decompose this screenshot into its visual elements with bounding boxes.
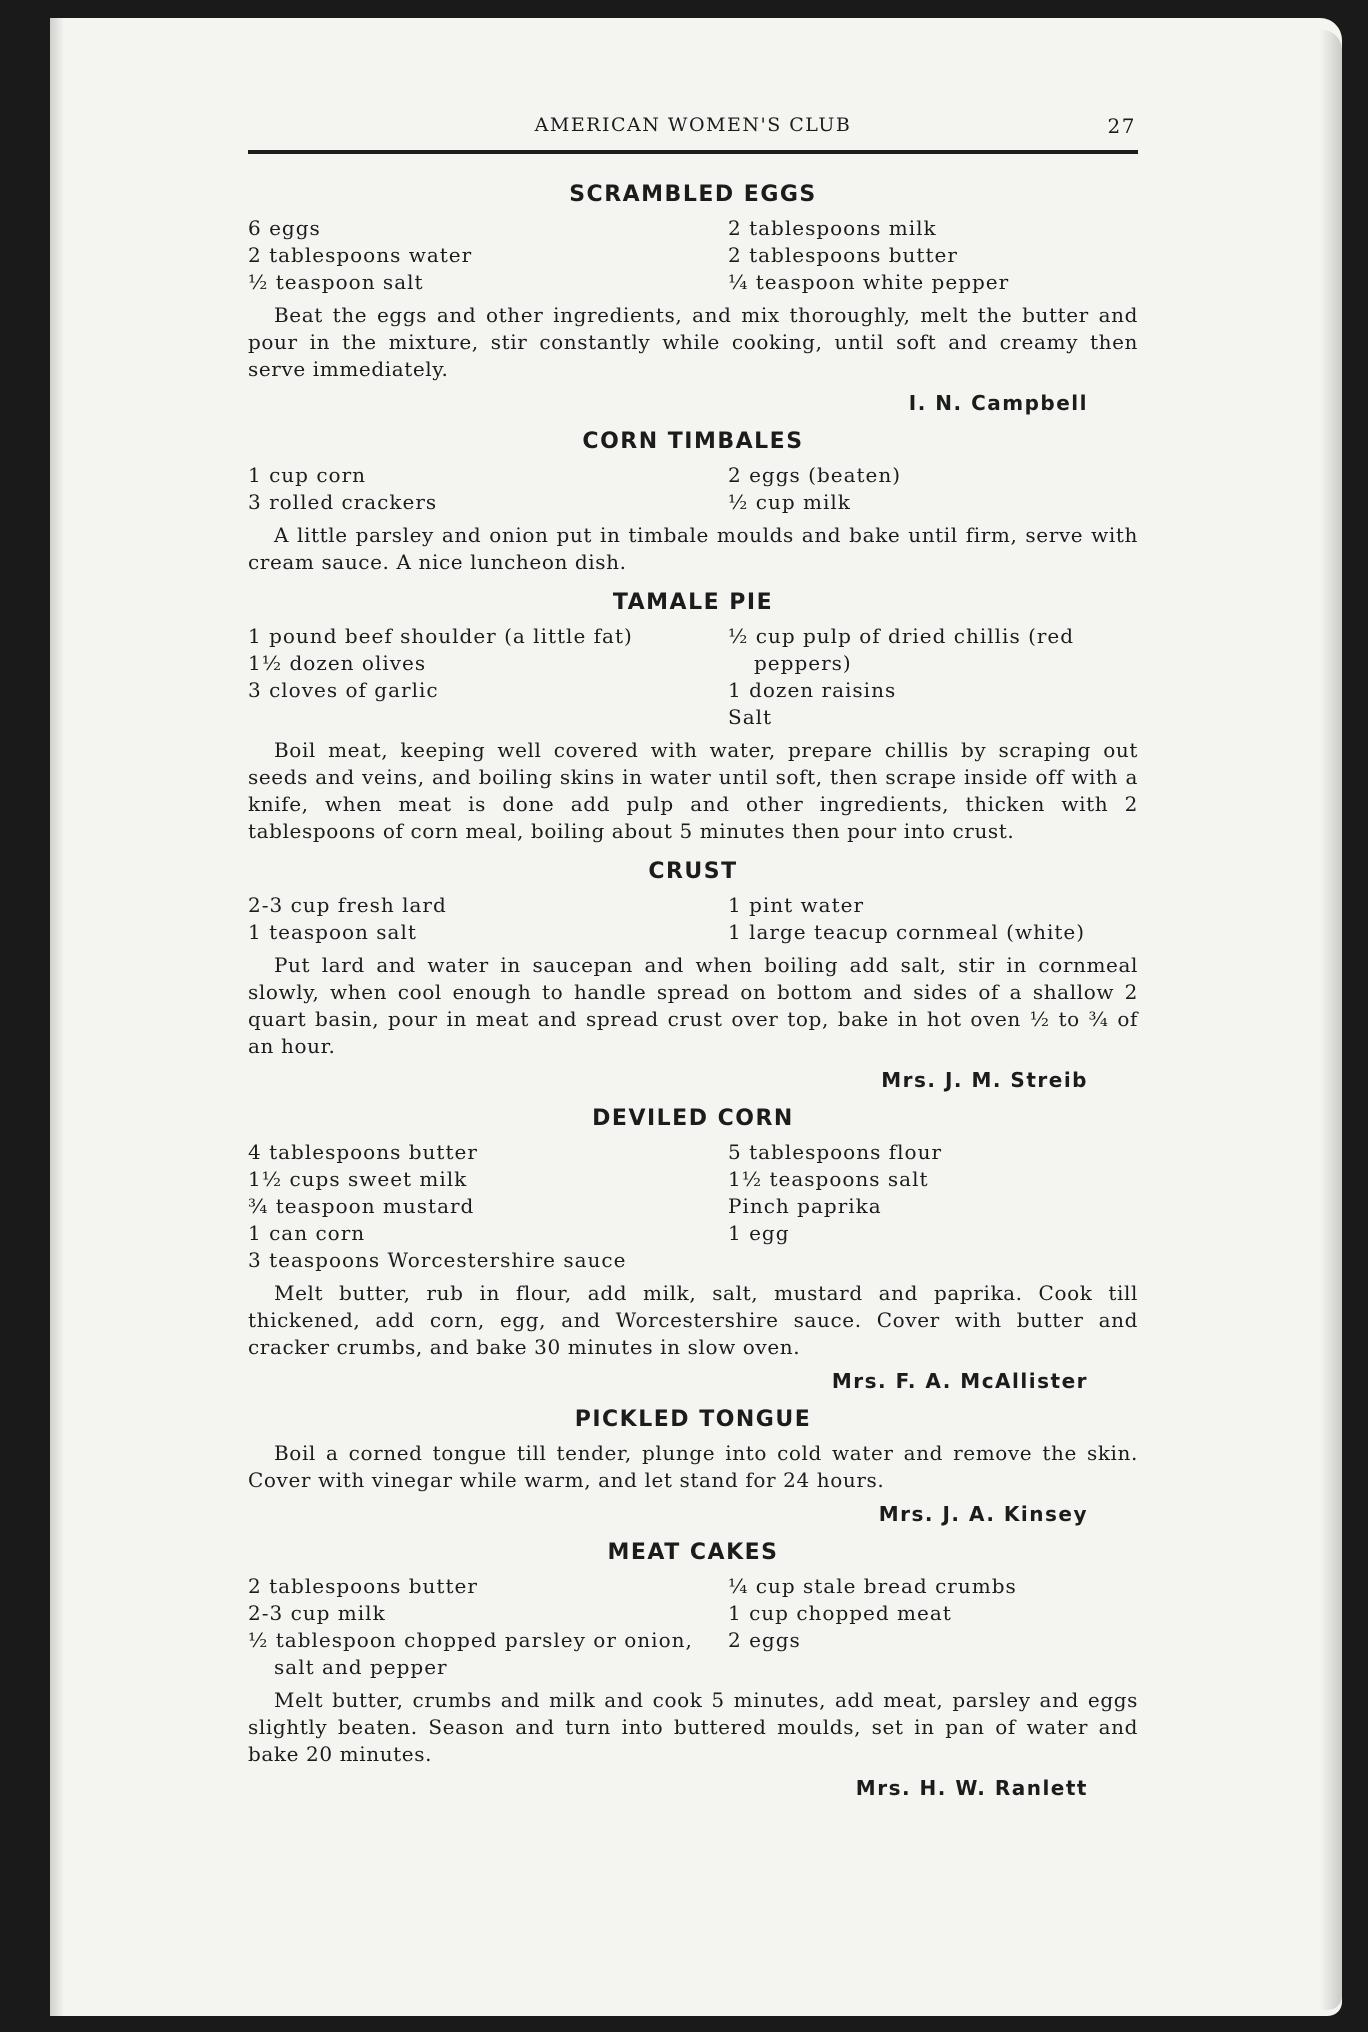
ingredient: 5 tablespoons flour [728, 1140, 943, 1164]
header-rule [248, 150, 1138, 154]
ingredient-list [248, 1573, 1138, 1681]
page-edge [1320, 30, 1342, 2010]
ingredient: ¼ cup stale bread crumbs [728, 1574, 1017, 1598]
ingredient-list [248, 623, 1138, 731]
recipe-author: Mrs. J. A. Kinsey [878, 1502, 1088, 1526]
ingredient-column-left [248, 623, 728, 731]
page-content [248, 110, 1138, 1800]
recipe-instructions: Boil meat, keeping well covered with water, prepare chillis by scraping out seeds and veins, and boiling skins in water until soft, then scrape inside off with a knife, when meat is done add pulp and other ingredients, thicken with 2 tablespoons of corn meal, boiling about 5 minutes then pour into crust. [248, 738, 1138, 843]
ingredient: 1 egg [728, 1221, 790, 1245]
recipe-instructions: Melt butter, crumbs and milk and cook 5 minutes, add meat, parsley and eggs slightly beaten. Season and turn into buttered moulds, set in pan of water and bake 20 minutes. [248, 1688, 1138, 1766]
ingredient: 1 cup chopped meat [728, 1601, 952, 1625]
ingredient: 6 eggs [248, 216, 321, 240]
recipe-title: DEVILED CORN [592, 1106, 794, 1131]
ingredient-list [248, 215, 1138, 296]
ingredient-list [248, 892, 1138, 946]
ingredient: 1 dozen raisins [728, 678, 897, 702]
ingredient: 2-3 cup milk [248, 1601, 386, 1625]
recipe [248, 590, 1138, 845]
ingredient: 2 tablespoons butter [248, 1574, 478, 1598]
page-gutter [50, 18, 64, 2016]
ingredient: 2 tablespoons water [248, 243, 473, 267]
recipe [248, 182, 1138, 415]
ingredient: ¼ teaspoon white pepper [728, 270, 1010, 294]
recipe-list [248, 182, 1138, 1800]
ingredient: 1½ dozen olives [248, 651, 427, 675]
ingredient: 1½ cups sweet milk [248, 1167, 468, 1191]
recipe-author: Mrs. F. A. McAllister [831, 1369, 1088, 1393]
ingredient: Salt [728, 705, 773, 729]
recipe [248, 1540, 1138, 1800]
running-header-title: AMERICAN WOMEN'S CLUB [534, 114, 852, 136]
ingredient: 1 cup corn [248, 463, 367, 487]
ingredient: 1 can corn [248, 1221, 366, 1245]
recipe [248, 429, 1138, 576]
recipe-author: Mrs. H. W. Ranlett [855, 1776, 1088, 1800]
recipe-title: SCRAMBLED EGGS [569, 182, 817, 207]
ingredient-column-right [728, 892, 1138, 946]
ingredient-column-right [728, 215, 1138, 296]
ingredient: 2 eggs [728, 1628, 801, 1652]
recipe-title: MEAT CAKES [607, 1540, 779, 1565]
ingredient: 3 cloves of garlic [248, 678, 439, 702]
recipe-title: PICKLED TONGUE [574, 1407, 812, 1432]
running-header [248, 110, 1138, 146]
recipe-instructions: Melt butter, rub in flour, add milk, salt, mustard and paprika. Cook till thickened, add corn, egg, and Worcestershire sauce. Cover with butter and cracker crumbs, and bake 30 minutes in slow oven. [248, 1281, 1138, 1359]
ingredient-column-right [728, 623, 1138, 731]
ingredient-column-left [248, 215, 728, 296]
ingredient: 1 pound beef shoulder (a little fat) [248, 624, 633, 648]
ingredient-list [248, 1139, 1138, 1274]
ingredient-column-right [728, 462, 1138, 516]
recipe-instructions: Put lard and water in saucepan and when boiling add salt, stir in cornmeal slowly, when cool enough to handle spread on bottom and sides of a shallow 2 quart basin, pour in meat and spread crust over top, bake in hot oven ½ to ¾ of an hour. [248, 953, 1138, 1058]
ingredient: ½ cup milk [728, 490, 851, 514]
ingredient: 4 tablespoons butter [248, 1140, 478, 1164]
ingredient-column-right [728, 1573, 1138, 1681]
recipe [248, 859, 1138, 1092]
recipe-title: TAMALE PIE [612, 590, 774, 615]
recipe-instructions: A little parsley and onion put in timbale moulds and bake until firm, serve with cream sauce. A nice luncheon dish. [248, 523, 1138, 574]
ingredient: 3 rolled crackers [248, 490, 438, 514]
ingredient: 2 eggs (beaten) [728, 463, 902, 487]
recipe-title: CORN TIMBALES [582, 429, 804, 454]
ingredient-column-left [248, 1573, 728, 1681]
ingredient: 1 teaspoon salt [248, 920, 417, 944]
ingredient-list [248, 462, 1138, 516]
recipe [248, 1407, 1138, 1526]
page-number: 27 [1107, 114, 1136, 138]
ingredient: 1 pint water [728, 893, 865, 917]
recipe-author: I. N. Campbell [908, 391, 1088, 415]
ingredient: Pinch paprika [728, 1194, 882, 1218]
ingredient-column-left [248, 892, 728, 946]
ingredient: ½ tablespoon chopped parsley or onion, salt and pepper [248, 1628, 693, 1679]
recipe-instructions: Beat the eggs and other ingredients, and mix thoroughly, melt the butter and pour in the mixture, stir constantly while cooking, until soft and creamy then serve immediately. [248, 303, 1138, 381]
ingredient: ¾ teaspoon mustard [248, 1194, 475, 1218]
recipe-title: CRUST [648, 859, 738, 884]
ingredient: 1½ teaspoons salt [728, 1167, 929, 1191]
ingredient: ½ teaspoon salt [248, 270, 424, 294]
ingredient: 2-3 cup fresh lard [248, 893, 447, 917]
ingredient-column-right [728, 1139, 1138, 1274]
ingredient: 3 teaspoons Worcestershire sauce [248, 1248, 627, 1272]
ingredient: 2 tablespoons butter [728, 243, 958, 267]
recipe-instructions: Boil a corned tongue till tender, plunge into cold water and remove the skin. Cover with vinegar while warm, and let stand for 24 hours. [248, 1441, 1138, 1492]
recipe-author: Mrs. J. M. Streib [881, 1068, 1088, 1092]
ingredient-column-left [248, 462, 728, 516]
ingredient: ½ cup pulp of dried chillis (red peppers) [728, 624, 1075, 675]
ingredient: 1 large teacup cornmeal (white) [728, 920, 1086, 944]
recipe [248, 1106, 1138, 1393]
ingredient-column-left [248, 1139, 728, 1274]
ingredient: 2 tablespoons milk [728, 216, 937, 240]
